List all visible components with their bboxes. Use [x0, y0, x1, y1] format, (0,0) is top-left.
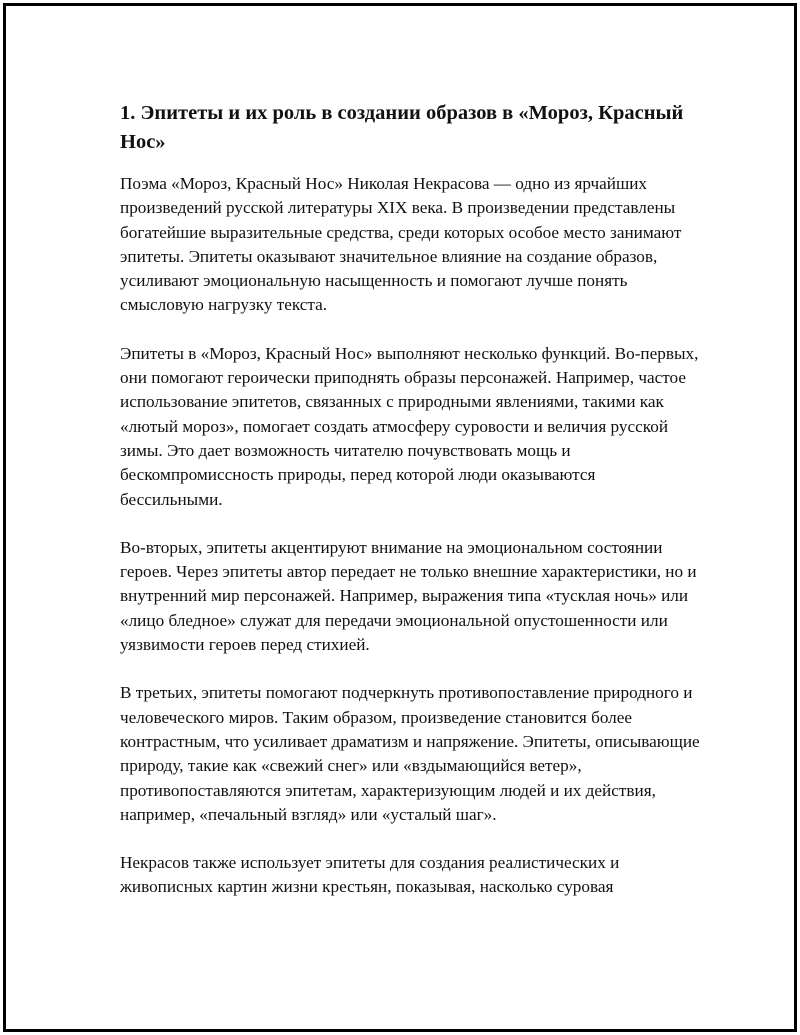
paragraph-2: Эпитеты в «Мороз, Красный Нос» выполняют несколько функций. Во-первых, они помогают героически приподнять образы персонажей. Например, частое использование эпитетов, связанных с природными явлениями, такими как «лютый мороз», помогает создать атмосферу суровости и величия русской зимы. Это дает возможность читателю почувствовать мощь и бескомпромиссность природы, перед которой люди оказываются бессильными. [120, 343, 699, 509]
document-page [3, 3, 797, 1032]
paragraph-3: Во-вторых, эпитеты акцентируют внимание на эмоциональном состоянии героев. Через эпитеты автор передает не только внешние характеристики, но и внутренний мир персонажей. Например, выражения типа «тусклая ночь» или «лицо бледное» служат для передачи эмоциональной опустошенности или уязвимости героев перед стихией. [120, 537, 697, 655]
paragraph-4: В третьих, эпитеты помогают подчеркнуть противопоставление природного и человеческого миров. Таким образом, произведение становится более контрастным, что усиливает драматизм и напряжение. Эпитеты, описывающие природу, такие как «свежий снег» или «вздымающийся ветер», противопоставляются эпитетам, характеризующим людей и их действия, например, «печальный взгляд» или «усталый шаг». [120, 683, 700, 824]
document-body [120, 99, 700, 924]
paragraph-5: Некрасов также использует эпитеты для создания реалистических и живописных картин жизни крестьян, показывая, насколько суровая [120, 853, 620, 897]
paragraph-1: Поэма «Мороз, Красный Нос» Николая Некрасова — одно из ярчайших произведений русской литературы XIX века. В произведении представлены богатейшие выразительные средства, среди которых особое место занимают эпитеты. Эпитеты оказывают значительное влияние на создание образов, усиливают эмоциональную насыщенность и помогают лучше понять смысловую нагрузку текста. [120, 174, 682, 315]
section-title: 1. Эпитеты и их роль в создании образов в «Мороз, Красный Нос» [120, 102, 684, 153]
